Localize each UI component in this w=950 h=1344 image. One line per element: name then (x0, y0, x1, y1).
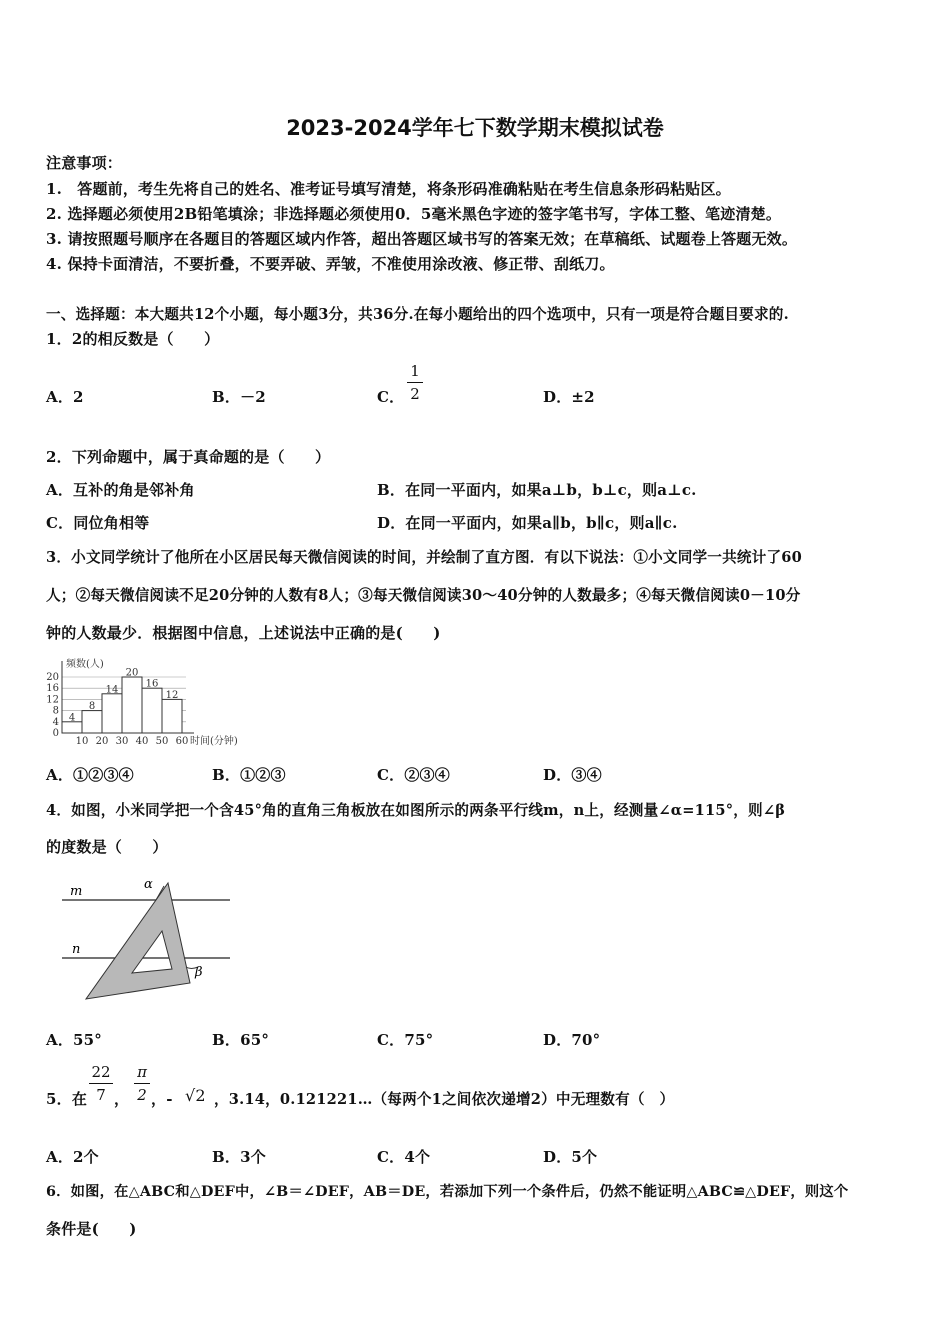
q2-stem: 2．下列命题中，属于真命题的是（ ） (46, 448, 331, 466)
q5-fraction-22-7 (89, 1063, 113, 1104)
q2-option-d: D．在同一平面内，如果a∥b，b∥c，则a∥c. (377, 514, 678, 532)
histogram-y-tick: 16 (46, 683, 59, 695)
histogram-x-label: 时间(分钟) (190, 736, 238, 747)
fraction-denominator: 2 (410, 385, 420, 403)
q3-stem-line1: 3．小文同学统计了他所在小区居民每天微信阅读的时间，并绘制了直方图．有以下说法：①小文同学一共统计了60 (46, 549, 802, 566)
triangle-figure (58, 873, 238, 1003)
q6-stem-line2: 条件是( ) (46, 1220, 137, 1238)
histogram-bar (162, 699, 182, 733)
histogram-bar-value: 12 (165, 689, 179, 701)
q5-option-a: A．2个 (46, 1148, 99, 1166)
histogram-y-tick: 12 (46, 694, 59, 706)
q4-option-a: A．55° (46, 1031, 103, 1049)
histogram-bar-value: 20 (125, 667, 139, 679)
histogram-bar (82, 711, 102, 733)
q5-separator: ， (114, 1090, 130, 1108)
histogram-bar (122, 677, 142, 733)
q5-sqrt-2: √2 (185, 1086, 206, 1105)
q3-option-b: B．①②③ (212, 766, 286, 784)
note-item: 2. 选择题必须使用2B铅笔填涂；非选择题必须使用0．5毫米黑色字迹的签字笔书写，字体工整、笔迹清楚。 (46, 205, 782, 223)
histogram-y-tick: 8 (52, 705, 59, 717)
q5-option-b: B．3个 (212, 1148, 266, 1166)
q4-stem-line1: 4．如图，小米同学把一个含45°角的直角三角板放在如图所示的两条平行线m，n上，经测量∠α=115°，则∠β (46, 802, 786, 819)
q4-stem-line2: 的度数是（ ） (46, 838, 168, 856)
page-title: 2023-2024学年七下数学期末模拟试卷 (286, 116, 664, 140)
histogram-x-tick: 50 (155, 736, 169, 747)
histogram-x-tick: 20 (95, 736, 109, 747)
notes-heading: 注意事项： (46, 154, 123, 172)
fraction-bar (134, 1083, 150, 1084)
histogram-bar-value: 4 (68, 712, 76, 724)
q5-separator: ，- (151, 1090, 173, 1108)
q1-option-c: C． (377, 388, 405, 406)
q4-option-c: C．75° (377, 1031, 434, 1049)
histogram-y-tick: 4 (52, 716, 59, 728)
label-m: m (70, 884, 83, 899)
q5-fraction-pi-2 (134, 1063, 150, 1104)
histogram-chart (44, 655, 254, 747)
note-item: 3. 请按照题号顺序在各题目的答题区域内作答，超出答题区域书写的答案无效；在草稿纸、试题卷上答题无效。 (46, 230, 798, 248)
q4-option-b: B．65° (212, 1031, 270, 1049)
q5-prefix: 5．在 (46, 1090, 88, 1108)
q3-option-d: D．③④ (543, 766, 602, 784)
histogram-x-tick: 60 (175, 736, 189, 747)
histogram-y-tick: 0 (52, 728, 59, 739)
histogram-x-tick: 30 (115, 736, 129, 747)
q3-stem-line3: 钟的人数最少．根据图中信息，上述说法中正确的是( ) (46, 624, 441, 642)
histogram-bar-value: 8 (88, 701, 96, 713)
histogram-bar (142, 688, 162, 733)
q1-option-b: B．－2 (212, 388, 266, 406)
fraction-numerator: 22 (91, 1063, 111, 1081)
fraction-numerator: 1 (410, 362, 420, 380)
histogram-y-tick: 20 (46, 672, 59, 683)
histogram-bar (102, 694, 122, 733)
histogram-y-label: 频数(人) (66, 659, 104, 670)
q5-option-d: D．5个 (543, 1148, 598, 1166)
q5-option-c: C．4个 (377, 1148, 431, 1166)
q4-option-d: D．70° (543, 1031, 601, 1049)
histogram-bar-value: 16 (145, 678, 159, 690)
q6-stem-line1: 6．如图，在△ABC和△DEF中，∠B＝∠DEF，AB＝DE，若添加下列一个条件后，仍然不能证明△ABC≌△DEF，则这个 (46, 1184, 849, 1200)
label-n: n (72, 942, 81, 957)
label-alpha: α (144, 877, 153, 892)
fraction-denominator: 2 (137, 1086, 147, 1104)
note-item: 4. 保持卡面清洁，不要折叠，不要弄破、弄皱，不准使用涂改液、修正带、刮纸刀。 (46, 255, 615, 273)
q2-option-c: C．同位角相等 (46, 514, 150, 532)
histogram-x-tick: 10 (75, 736, 89, 747)
fraction-denominator: 7 (96, 1086, 106, 1104)
q1-option-d: D．±2 (543, 388, 595, 406)
q1-option-c-fraction (407, 362, 423, 403)
histogram-x-tick: 40 (135, 736, 149, 747)
q3-option-c: C．②③④ (377, 766, 450, 784)
label-beta: β (195, 965, 203, 980)
q2-option-b: B．在同一平面内，如果a⊥b，b⊥c，则a⊥c. (377, 481, 697, 499)
q3-option-a: A．①②③④ (46, 766, 134, 784)
fraction-bar (407, 382, 423, 383)
section-heading: 一、选择题：本大题共12个小题，每小题3分，共36分.在每小题给出的四个选项中，只有一项是符合题目要求的. (46, 306, 789, 323)
q3-stem-line2: 人；②每天微信阅读不足20分钟的人数有8人；③每天微信阅读30～40分钟的人数最多；④每天微信阅读0－10分 (46, 587, 801, 604)
fraction-bar (89, 1083, 113, 1084)
q1-option-a: A．2 (46, 388, 84, 406)
q1-stem: 1．2的相反数是（ ） (46, 330, 220, 348)
q2-option-a: A．互补的角是邻补角 (46, 481, 195, 499)
q5-rest: ，3.14，0.121221…（每两个1之间依次递增2）中无理数有（ ） (214, 1091, 675, 1108)
histogram-bar (62, 722, 82, 733)
histogram-bar-value: 14 (105, 684, 119, 696)
fraction-numerator: π (137, 1063, 147, 1081)
note-item: 1. 答题前，考生先将自己的姓名、准考证号填写清楚，将条形码准确粘贴在考生信息条形码粘贴区。 (46, 180, 731, 198)
